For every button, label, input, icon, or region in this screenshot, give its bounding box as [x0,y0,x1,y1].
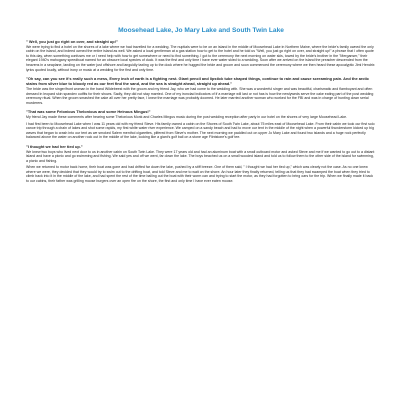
section-heading: "Oh say, can you see it's really such a mess, Every inch of earth is a fighting nest. Giant pencil and lipstick tube shaped things, continue to rain and cause screaming pain. And the arctic stains from silver blue to bloody red as our feet find the sand, and the sea is straight ahead, straight up ahead." [26,76,370,87]
document-page [26,26,376,187]
section-heading: "I thought we had her tied up." [26,143,83,149]
paragraph: The bride was the singer/front woman in the band Wildebeest with the groom and my friend Jay, who we had come to the wedding with. She was a wonderful singer and was beautiful, charismatic and flamboyant and often dressed in leopard skin spandex outfits for their shows. Sadly, they did not stay married. One of my ironclad indicators of if a marriage will last or not has is how the newlyweds serve the cake eating part of the post wedding ceremony ritual. When the groom smashed the cake all over her pretty face, I knew the marriage was probably doomed. He later married another woman who worked for the FBI and was in charge of hunting down serial murderers. [26,87,374,105]
paragraph: We were trying to find a hotel on the shores of a lake where we had travelled for a wedding. The nuptials were to be on an island in the middle of Moosehead Lake in Northern Maine, where the bride's family owned the only cabin on the island, and indeed owned the entire island as well. We asked a local gentleman at a gas station how to get to the hotel and he told us "Well, you just go right on over, and straight up!" a phrase that I often quote to this day, when something confuses me or I need help with how to get somewhere or need to find something. I got to the ceremony the next morning on water skis, towed by the bride's brother in the "Merganser," their elegant 1940's mahogany speedboat named for an obscure local species of duck. It was the first and only time I have ever water skied to a wedding. Soon after we arrived on the island the preacher descended from the heavens in a seaplane, landing on the water just offshore and languidly taxiing up to the dock where he hugged the bride and groom and soon commenced the ceremony where we then heard these apocalyptic Jimi Hendrix lyrics quoted loudly, without irony or music at a wedding for the first and only time. [26,44,375,72]
section-heading: " Well, you just go right on over, and straight up!" [26,39,118,44]
section-heading: "That was some Felonious Thelonious and some Heinous Mingus!" [26,109,151,115]
paragraph: When we returned to motor back home, their boat was gone and had drifted far down the lake, pushed by a stiff breeze. One of them said, " I thought we had her tied up," which was clearly not the case. As no one knew where we were, they decided that they would try to swim out to the drifting boat, and told Steve and me to wait on the shore. An hour later they finally returned, telling us that they had swamped the boat when they tried to climb back into it in the middle of the lake, and had spent the rest of the time bailing out the boat with their worm can and trying to start the motor, as they had forgotten to bring oars for the trip. When we finally made it back to our cabins, their father was grilling moose burgers over an open fire on the shore, the first and only time I have ever eaten moose. [26,165,373,183]
paragraph: My friend Jay made these comments after hearing some Thelonious Monk and Charles Mingus music during the post wedding reception after party in our hotel on the shores of very large Moosehead Lake. [26,115,348,120]
section-4 [26,144,376,184]
section-1 [26,39,376,72]
page-title: Moosehead Lake, Jo Mary Lake and South Twin Lake [118,27,284,34]
section-3 [26,109,376,140]
section-2 [26,76,376,105]
paragraph: We knew two boys who lived next door to us in another cabin on South Twin Lake. They were 17 years old and had an aluminum boat with a small outboard motor and asked Steve and me if we wanted to go out to a distant island and have a picnic and go swimming and fishing. We said yes and off we went, far down the lake. The boys beached us on a small wooded island and told us to follow them to the other side of the island for swimming, a picnic and fishing. [26,149,375,163]
paragraph: I had first been to Moosehead Lake when I was 11 years old with my friend Steve. His family owned a cabin on the Shores of South Twin Lake, about 75 miles east of Moosehead Lake. From their cabin we took our first solo canoe trip through a chain of lakes and shot some rapids, my first white water river experience. We camped on a sandy beach and had to move our tent in the middle of the night when a powerful thunderstorm kicked up big waves that began to crash into our tent as we smoked Salem menthol cigarettes, pilfered from Steve's mother. The next morning we paddled out on upper Jo Mary Lake and found two islands and a huge rock perfectly balanced above the water on another rock out in the middle of the lake, looking like a giant's golf ball on a stone age Flintstone's golf tee. [26,121,375,140]
